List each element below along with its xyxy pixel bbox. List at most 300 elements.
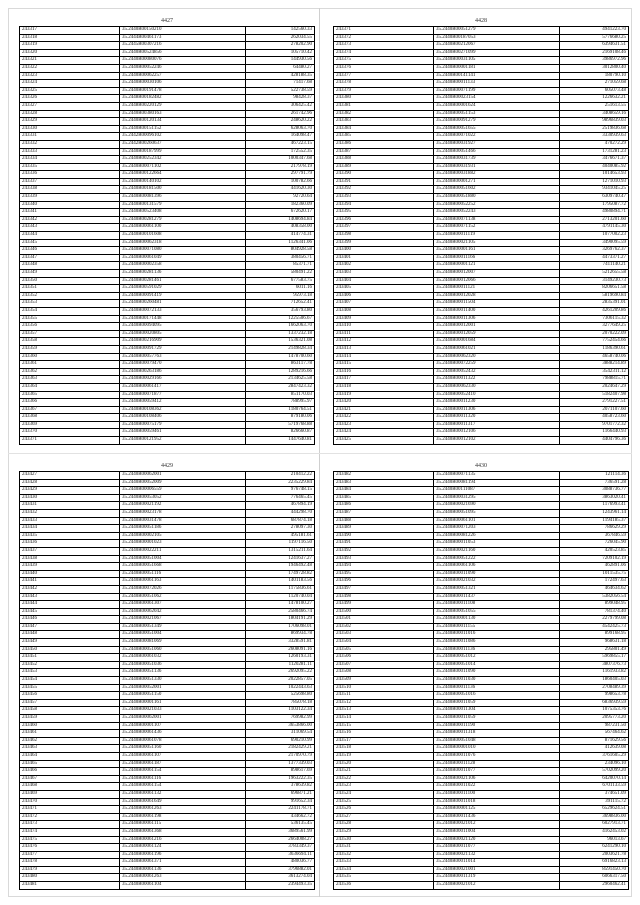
code-cell: 35.2440R00091419 — [120, 293, 246, 300]
amount-cell: 2235229.84 — [288, 479, 312, 485]
table-row — [334, 669, 628, 677]
record-id-cell: 243362 — [20, 369, 120, 376]
record-id-cell: 243350 — [20, 278, 120, 285]
record-id-cell: 243371 — [20, 437, 120, 444]
record-id-cell: 243398 — [334, 232, 434, 239]
record-id-cell: 243462 — [20, 738, 120, 745]
table-row — [20, 829, 314, 837]
amount-cell: 3796882.01 — [288, 866, 312, 872]
code-cell: 35.2440R00051060 — [120, 647, 246, 654]
code-cell: 35.2440R00001271 — [434, 179, 560, 186]
code-cell: 35.2440R00071199 — [434, 88, 560, 95]
amount-cell: 464634.62 — [604, 585, 626, 591]
table-row — [334, 422, 628, 430]
table-row — [20, 571, 314, 579]
code-cell: 35.2440R00011133 — [434, 80, 560, 87]
table-row — [20, 437, 314, 445]
code-cell: 35.2440R00030106 — [120, 80, 246, 87]
amount-cell: 1243961.14 — [602, 509, 626, 515]
table-row — [20, 429, 314, 437]
table-row — [20, 685, 314, 693]
amount-cell: 1075353.76 — [602, 707, 626, 713]
amount-cell: 781374.40 — [604, 608, 626, 614]
record-id-cell: 243357 — [20, 331, 120, 338]
table-row — [334, 103, 628, 111]
record-id-cell: 243409 — [334, 316, 434, 323]
table-row — [334, 556, 628, 564]
amount-cell: 998653.78 — [604, 692, 626, 698]
amount-cell: 826660.87 — [290, 429, 312, 435]
amount-cell: 3698836.00 — [602, 813, 626, 819]
record-id-cell: 243318 — [20, 35, 120, 42]
table-row — [20, 480, 314, 488]
page-4430 — [333, 461, 629, 890]
code-cell: 35.2440R00012028 — [434, 293, 560, 300]
table-row — [20, 525, 314, 533]
code-cell: 35.2440R00011030 — [434, 677, 560, 684]
amount-cell: 879180.06 — [290, 414, 312, 420]
amount-cell: 3149230.73 — [602, 277, 626, 283]
table-row — [334, 821, 628, 829]
record-id-cell: 243473 — [20, 821, 120, 828]
table-row — [334, 361, 628, 369]
amount-cell: 95973.18 — [293, 292, 312, 298]
code-cell: 35.2440R00061649 — [120, 799, 246, 806]
amount-cell: 7306115.32 — [602, 315, 626, 321]
code-cell: 35.2440R00080076 — [120, 57, 246, 64]
amount-cell: 2960462.41 — [602, 882, 626, 888]
code-cell: 35.2440R00011022 — [434, 783, 560, 790]
record-id-cell: 243361 — [20, 361, 120, 368]
record-id-cell: 243336 — [20, 171, 120, 178]
record-id-cell: 243423 — [334, 422, 434, 429]
record-id-cell: 243511 — [334, 692, 434, 699]
amount-cell: 356793.80 — [290, 307, 312, 313]
record-id-cell: 243412 — [334, 338, 434, 345]
code-cell: 35.2440R00052001 — [120, 685, 246, 692]
table-row — [20, 308, 314, 316]
record-id-cell: 243367 — [20, 407, 120, 414]
table-row — [20, 631, 314, 639]
amount-cell: 480036.77 — [290, 859, 312, 865]
table-row — [334, 707, 628, 715]
record-id-cell: 243471 — [20, 806, 120, 813]
table-row — [20, 882, 314, 890]
table-row — [20, 27, 314, 35]
table-row — [334, 510, 628, 518]
record-id-cell: 243319 — [20, 42, 120, 49]
table-row — [20, 844, 314, 852]
amount-cell: 3689561.99 — [288, 828, 312, 834]
table-row — [20, 331, 314, 339]
amount-cell: 1120281.11 — [288, 661, 312, 667]
code-cell: 35.2440R00051668 — [120, 563, 246, 570]
table-row — [20, 232, 314, 240]
record-id-cell: 243387 — [334, 149, 434, 156]
table-row — [20, 692, 314, 700]
record-id-cell: 243536 — [334, 882, 434, 889]
code-cell: 35.2440R00001684 — [434, 338, 560, 345]
record-id-cell: 243499 — [334, 601, 434, 608]
record-id-cell: 243489 — [334, 525, 434, 532]
code-cell: 35.2440R00075179 — [120, 422, 246, 429]
record-id-cell: 243321 — [20, 57, 120, 64]
amount-cell: 5182407.98 — [602, 391, 626, 397]
record-id-cell: 243323 — [20, 73, 120, 80]
code-cell: 35.2440R00001023 — [120, 540, 246, 547]
code-cell: 35.2440R00071102 — [120, 164, 246, 171]
record-id-cell: 243337 — [20, 179, 120, 186]
table-row — [334, 73, 628, 81]
code-cell: 35.2440R00011059 — [434, 700, 560, 707]
amount-cell: 1103122.34 — [288, 707, 312, 713]
table-row — [334, 224, 628, 232]
table-row — [20, 164, 314, 172]
code-cell: 35.2440R00011136 — [434, 685, 560, 692]
record-id-cell: 243374 — [334, 50, 434, 57]
amount-cell: 467894.19 — [290, 502, 312, 508]
record-id-cell: 243433 — [20, 518, 120, 525]
record-id-cell: 243512 — [334, 700, 434, 707]
amount-cell: 2169108.46 — [602, 49, 626, 55]
record-id-cell: 243532 — [334, 852, 434, 859]
record-id-cell: 243530 — [334, 837, 434, 844]
code-cell: 35.2440R00022211 — [120, 548, 246, 555]
code-cell: 35.2440R00001130 — [434, 616, 560, 623]
table-row — [334, 179, 628, 187]
record-id-cell: 243358 — [20, 338, 120, 345]
code-cell: 35.2440R00051062 — [120, 594, 246, 601]
table-row — [334, 662, 628, 670]
record-id-cell: 243493 — [334, 556, 434, 563]
amount-cell: 628063.70 — [290, 125, 312, 131]
table-row — [334, 677, 628, 685]
code-cell: 35.2440R00121952 — [120, 437, 246, 444]
table-row — [20, 42, 314, 50]
amount-cell: 776465.45 — [290, 494, 312, 500]
table-row — [20, 563, 314, 571]
record-id-cell: 243429 — [20, 487, 120, 494]
amount-cell: 234096.10 — [604, 760, 626, 766]
table-row — [20, 783, 314, 791]
record-id-cell: 243342 — [20, 217, 120, 224]
row-divider — [8, 453, 632, 454]
record-id-cell: 243435 — [20, 533, 120, 540]
table-row — [334, 723, 628, 731]
code-cell: 35.2440R00140102 — [120, 179, 246, 186]
table-row — [334, 80, 628, 88]
table-row — [20, 662, 314, 670]
record-id-cell: 243484 — [334, 487, 434, 494]
amount-cell: 2149828.34 — [288, 345, 312, 351]
record-id-cell: 243322 — [20, 65, 120, 72]
record-id-cell: 243466 — [20, 768, 120, 775]
record-id-cell: 243380 — [334, 95, 434, 102]
table-row — [334, 164, 628, 172]
record-id-cell: 243411 — [334, 331, 434, 338]
record-id-cell: 243534 — [334, 867, 434, 874]
record-id-cell: 243324 — [20, 80, 120, 87]
code-cell: 35.2440R00061124 — [120, 844, 246, 851]
amount-cell: 1022443.63 — [288, 684, 312, 690]
record-id-cell: 243441 — [20, 578, 120, 585]
code-cell: 35.2440R00011306 — [434, 407, 560, 414]
table-row — [20, 103, 314, 111]
amount-cell: 696871.21 — [290, 790, 312, 796]
table-row — [334, 472, 628, 480]
amount-cell: 1860405.03 — [602, 677, 626, 683]
amount-cell: 677583.75 — [290, 277, 312, 283]
code-cell: 35.2440R00061021 — [434, 346, 560, 353]
record-id-cell: 243526 — [334, 806, 434, 813]
table-row — [20, 852, 314, 860]
code-cell: 35.2440R00524856 — [120, 50, 246, 57]
table-row — [20, 57, 314, 65]
amount-cell: 2279799.08 — [602, 616, 626, 622]
amount-cell: 1175836.61 — [288, 585, 312, 591]
table-row — [334, 578, 628, 586]
table-row — [20, 50, 314, 58]
table-row — [20, 768, 314, 776]
table-row — [334, 730, 628, 738]
table-row — [20, 730, 314, 738]
table-row — [334, 654, 628, 662]
record-id-cell: 243434 — [20, 525, 120, 532]
page-number: 4430 — [475, 463, 487, 469]
record-id-cell: 243384 — [334, 126, 434, 133]
code-cell: 35.2440R00051012 — [434, 654, 560, 661]
amount-cell: 687874.18 — [290, 517, 312, 523]
code-cell: 35.2440R00011437 — [434, 594, 560, 601]
record-id-cell: 243533 — [334, 859, 434, 866]
amount-cell: 3328591.81 — [288, 639, 312, 645]
code-cell: 35.2440R00011504 — [434, 300, 560, 307]
amount-cell: 4162453.02 — [602, 828, 626, 834]
record-id-cell: 243415 — [334, 361, 434, 368]
code-cell: 35.2440R00061198 — [120, 814, 246, 821]
amount-cell: 3269762.37 — [602, 247, 626, 253]
amount-cell: 2692095.22 — [288, 669, 312, 675]
amount-cell: 5776680.25 — [602, 34, 626, 40]
table-row — [20, 867, 314, 875]
code-cell: 35.2440R00051004 — [120, 631, 246, 638]
table-row — [20, 399, 314, 407]
amount-cell: 3888214.89 — [602, 361, 626, 367]
code-cell: 35.2440R00001121 — [434, 262, 560, 269]
table-row — [334, 414, 628, 422]
table-row — [334, 354, 628, 362]
code-cell: 35.2440R00011077 — [434, 844, 560, 851]
record-id-cell: 243481 — [20, 882, 120, 889]
table-row — [20, 118, 314, 126]
code-cell: 35.2440R00011128 — [434, 761, 560, 768]
code-cell: 35.2440R00187053 — [434, 35, 560, 42]
code-cell: 35.2440R00281279 — [120, 217, 246, 224]
amount-cell: 1260193.31 — [288, 654, 312, 660]
record-id-cell: 243492 — [334, 548, 434, 555]
table-row — [334, 331, 628, 339]
code-cell: 35.2440R00031927 — [434, 141, 560, 148]
table-row — [334, 624, 628, 632]
code-cell: 35.2440R00071138 — [434, 217, 560, 224]
amount-cell: 1315211.64 — [288, 547, 312, 553]
record-id-cell: 243518 — [334, 745, 434, 752]
table-row — [20, 240, 314, 248]
table-row — [334, 384, 628, 392]
code-cell: 35.2440R00094095 — [120, 323, 246, 330]
table-row — [334, 278, 628, 286]
table-row — [334, 852, 628, 860]
amount-cell: 522738.59 — [290, 87, 312, 93]
amount-cell: 1795087.72 — [602, 201, 626, 207]
code-cell: 35.2440R00071152 — [434, 224, 560, 231]
amount-cell: 991652.34 — [290, 798, 312, 804]
record-id-cell: 243355 — [20, 316, 120, 323]
record-id-cell: 243406 — [334, 293, 434, 300]
record-id-cell: 243404 — [334, 278, 434, 285]
amount-cell: 3476671.37 — [602, 156, 626, 162]
table-row — [20, 540, 314, 548]
amount-cell: 1197116.50 — [288, 540, 312, 546]
code-cell: 35.2440R00011322 — [434, 376, 560, 383]
amount-cell: 1963222.35 — [288, 775, 312, 781]
record-id-cell: 243470 — [20, 799, 120, 806]
code-cell: 35.2440R00021120 — [434, 837, 560, 844]
table-row — [20, 392, 314, 400]
amount-cell: 306425.42 — [290, 102, 312, 108]
record-id-cell: 243397 — [334, 224, 434, 231]
amount-cell: 2664008.27 — [288, 836, 312, 842]
amount-cell: 1536321.08 — [288, 338, 312, 344]
amount-cell: 3636694.11 — [288, 851, 312, 857]
table-row — [334, 194, 628, 202]
code-cell: 35.2440R00061049 — [120, 255, 246, 262]
amount-cell: 3490095.59 — [602, 239, 626, 245]
code-cell: 35.2440R00591029 — [120, 285, 246, 292]
record-id-cell: 243522 — [334, 776, 434, 783]
record-id-cell: 243366 — [20, 399, 120, 406]
amount-cell: 380456.71 — [290, 254, 312, 260]
table-row — [334, 533, 628, 541]
record-id-cell: 243330 — [20, 126, 120, 133]
code-cell: 35.2440R00051153 — [434, 111, 560, 118]
record-id-cell: 243341 — [20, 209, 120, 216]
code-cell: 35.2440R00131579 — [120, 202, 246, 209]
code-cell: 35.2440R00271099 — [434, 50, 560, 57]
code-cell: 35.2440R00081396 — [120, 194, 246, 201]
code-cell: 35.2440R00061263 — [120, 874, 246, 881]
table-row — [334, 323, 628, 331]
table-row — [334, 186, 628, 194]
amount-cell: 2095773.20 — [602, 715, 626, 720]
record-id-cell: 243474 — [20, 829, 120, 836]
table-row — [20, 700, 314, 708]
amount-cell: 2835391.01 — [602, 300, 626, 306]
record-id-cell: 243346 — [20, 247, 120, 254]
amount-cell: 1289216.66 — [288, 368, 312, 374]
amount-cell: 1447640.81 — [288, 437, 312, 443]
code-cell: 35.2440R00171448 — [120, 316, 246, 323]
record-id-cell: 243525 — [334, 799, 434, 806]
code-cell: 35.2440R00062330 — [434, 384, 560, 391]
amount-cell: 1706098.01 — [288, 623, 312, 629]
amount-cell: 6066317.50 — [602, 874, 626, 880]
record-id-cell: 243375 — [334, 57, 434, 64]
code-cell: 35.2440R00061115 — [120, 821, 246, 828]
table-row — [334, 829, 628, 837]
code-cell: 35.2440R00191478 — [120, 88, 246, 95]
code-cell: 35.2440R00108362 — [120, 407, 246, 414]
code-cell: 35.2440R00011108 — [434, 601, 560, 608]
record-id-cell: 243383 — [334, 118, 434, 125]
code-cell: 35.2440R00021012 — [434, 821, 560, 828]
record-id-cell: 243424 — [334, 429, 434, 436]
code-cell: 35.2440R00001181 — [434, 65, 560, 72]
record-id-cell: 243456 — [20, 692, 120, 699]
code-cell: 35.2440R00011306 — [434, 316, 560, 323]
code-cell: 35.2440R00071135 — [434, 472, 560, 479]
table-row — [334, 715, 628, 723]
code-cell: 35.2440R00061417 — [120, 384, 246, 391]
amount-cell: 536135.45 — [290, 821, 312, 827]
table-row — [334, 300, 628, 308]
code-cell: 35.2440R00051349 — [120, 624, 246, 631]
table-row — [334, 495, 628, 503]
record-id-cell: 243403 — [334, 270, 434, 277]
record-id-cell: 243418 — [334, 384, 434, 391]
code-cell: 35.2440R00011119 — [434, 232, 560, 239]
amount-cell: 4980894.71 — [602, 209, 626, 215]
amount-cell: 278202.90 — [290, 42, 312, 48]
amount-cell: 1662063.70 — [288, 323, 312, 329]
amount-cell: 6241290.10 — [602, 844, 626, 850]
code-cell: 35.2440R00023154 — [434, 95, 560, 102]
table-row — [334, 316, 628, 324]
amount-cell: 1241637.27 — [288, 555, 312, 561]
code-cell: 35.2440R00011136 — [434, 647, 560, 654]
record-id-cell: 243373 — [334, 42, 434, 49]
table-row — [334, 27, 628, 35]
table-row — [334, 814, 628, 822]
table-row — [334, 133, 628, 141]
table-row — [334, 487, 628, 495]
record-id-cell: 243491 — [334, 540, 434, 547]
record-id-cell: 243519 — [334, 753, 434, 760]
record-id-cell: 243356 — [20, 323, 120, 330]
amount-cell: 180790.10 — [604, 72, 626, 78]
record-id-cell: 243438 — [20, 556, 120, 563]
amount-cell: 3088736.77 — [602, 487, 626, 493]
amount-cell: 467223.15 — [290, 140, 312, 146]
record-id-cell: 243332 — [20, 141, 120, 148]
amount-cell: 5719768.88 — [288, 421, 312, 427]
amount-cell: 495181.61 — [290, 532, 312, 538]
amount-cell: 1011535.75 — [602, 570, 626, 576]
amount-cell: 412639.08 — [604, 745, 626, 751]
table-row — [20, 601, 314, 609]
record-id-cell: 243521 — [334, 768, 434, 775]
record-id-cell: 243427 — [20, 472, 120, 479]
table-row — [20, 837, 314, 845]
code-cell: 35.2440R00011100 — [434, 791, 560, 798]
amount-cell: 261742.96 — [290, 110, 312, 116]
record-id-cell: 243382 — [334, 111, 434, 118]
amount-cell: 295801.49 — [604, 646, 626, 652]
code-cell: 35.2440R00051150 — [120, 692, 246, 699]
table-row — [20, 73, 314, 81]
code-cell: 35.2440R00012106 — [434, 429, 560, 436]
record-id-cell: 243334 — [20, 156, 120, 163]
